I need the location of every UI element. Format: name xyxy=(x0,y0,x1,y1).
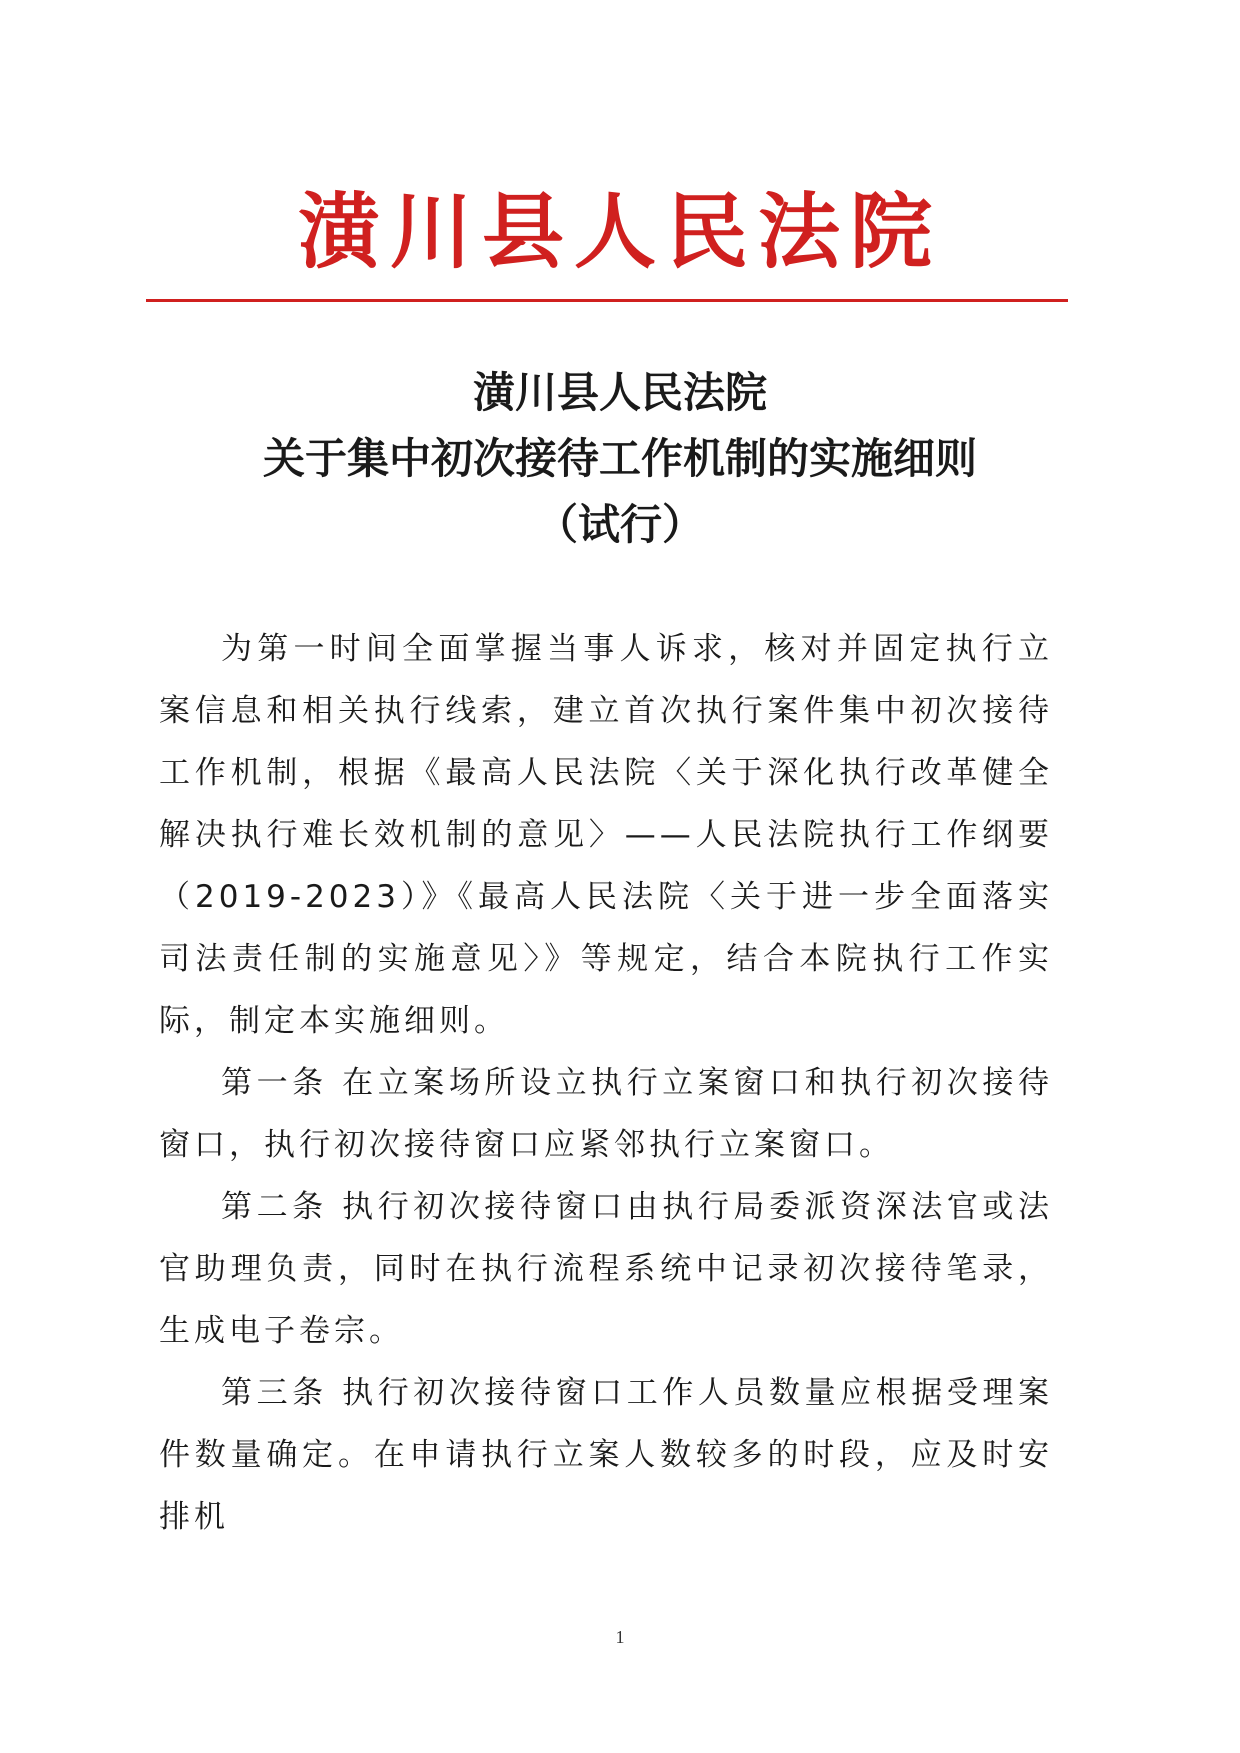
document-title-line-3: （试行） xyxy=(535,500,704,549)
article-2-paragraph: 第二条 执行初次接待窗口由执行局委派资深法官或法官助理负责，同时在执行流程系统中记录初次接待笔录，生成电子卷宗。 xyxy=(159,1189,1053,1349)
document-body xyxy=(159,618,1053,1548)
article-1-paragraph: 第一条 在立案场所设立执行立案窗口和执行初次接待窗口，执行初次接待窗口应紧邻执行立案窗口。 xyxy=(159,1065,1053,1163)
document-title-line-1: 潢川县人民法院 xyxy=(472,368,767,417)
red-divider-line xyxy=(146,299,1068,302)
masthead-title: 潢川县人民法院 xyxy=(297,184,942,280)
page-number: 1 xyxy=(615,1627,625,1647)
preamble-paragraph: 为第一时间全面掌握当事人诉求，核对并固定执行立案信息和相关执行线索，建立首次执行案件集中初次接待工作机制，根据《最高人民法院〈关于深化执行改革健全解决执行难长效机制的意见〉——人民法院执行工作纲要（2019-2023）》《最高人民法院〈关于进一步全面落实司法责任制的实施意见〉》等规定，结合本院执行工作实际，制定本实施细则。 xyxy=(159,631,1053,1039)
article-3-paragraph: 第三条 执行初次接待窗口工作人员数量应根据受理案件数量确定。在申请执行立案人数较多的时段，应及时安排机 xyxy=(159,1375,1053,1535)
document-title-line-2: 关于集中初次接待工作机制的实施细则 xyxy=(262,434,977,483)
